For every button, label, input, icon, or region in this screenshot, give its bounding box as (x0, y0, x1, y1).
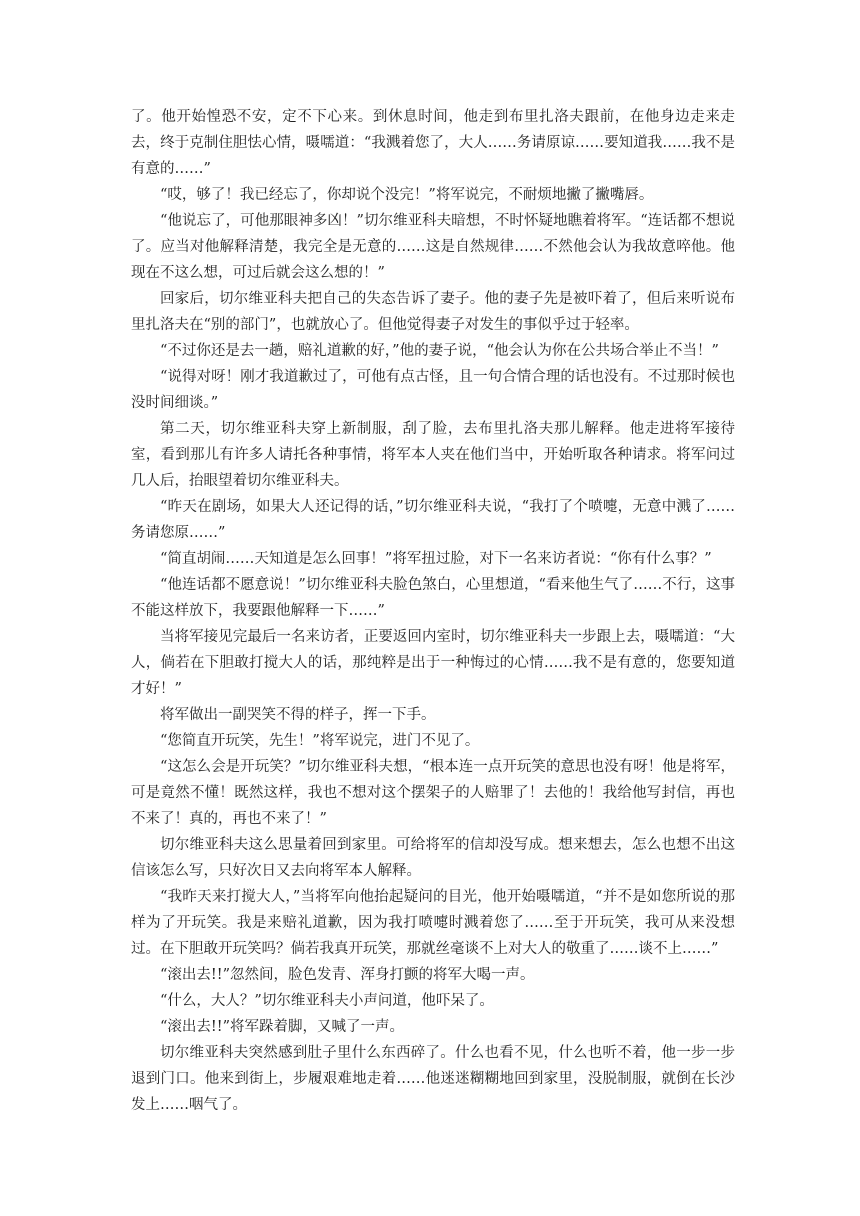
paragraph: 回家后，切尔维亚科夫把自己的失态告诉了妻子。他的妻子先是被吓着了，但后来听说布里扎洛夫在“别的部门”，也就放心了。但他觉得妻子对发生的事似乎过于轻率。 (131, 291, 735, 333)
paragraph: “简直胡闹……天知道是怎么回事！”将军扭过脸，对下一名来访者说：“你有什么事？” (160, 551, 712, 567)
paragraph: 将军做出一副哭笑不得的样子，挥一下手。 (160, 707, 436, 723)
paragraph: “滚出去!!”忽然间，脸色发青、浑身打颤的将军大喝一声。 (160, 967, 535, 983)
paragraph: 切尔维亚科夫这么思量着回到家里。可给将军的信却没写成。想来想去，怎么也想不出这信该怎么写，只好次日又去向将军本人解释。 (131, 837, 735, 879)
paragraph: “滚出去!!”将军跺着脚，又喊了一声。 (160, 1019, 404, 1035)
paragraph: “什么，大人？”切尔维亚科夫小声问道，他吓呆了。 (160, 993, 494, 1009)
paragraph: “他连话都不愿意说！”切尔维亚科夫脸色煞白，心里想道，“看来他生气了……不行，这事不能这样放下，我要跟他解释一下……” (131, 577, 735, 619)
document-page (131, 104, 735, 1118)
paragraph: “不过你还是去一趟，赔礼道歉的好，”他的妻子说，“他会认为你在公共场合举止不当！” (160, 343, 719, 359)
paragraph: “您简直开玩笑，先生！”将军说完，进门不见了。 (160, 733, 480, 749)
paragraph: 第二天，切尔维亚科夫穿上新制服，刮了脸，去布里扎洛夫那儿解释。他走进将军接待室，看到那儿有许多人请托各种事情，将军本人夹在他们当中，开始听取各种请求。将军问过几人后，抬眼望着切尔维亚科夫。 (131, 421, 735, 489)
paragraph-continuation: 了。他开始惶恐不安，定不下心来。到休息时间，他走到布里扎洛夫跟前，在他身边走来走去，终于克制住胆怯心情，嗫嚅道：“我溅着您了，大人……务请原谅……要知道我……我不是有意的……” (131, 109, 735, 177)
paragraph: “我昨天来打搅大人，”当将军向他抬起疑问的目光，他开始嗫嚅道，“并不是如您所说的那样为了开玩笑。我是来赔礼道歉，因为我打喷嚏时溅着您了……至于开玩笑，我可从来没想过。在下胆敢开玩笑吗？倘若我真开玩笑，那就丝毫谈不上对大人的敬重了……谈不上……” (131, 889, 735, 957)
paragraph: “昨天在剧场，如果大人还记得的话，”切尔维亚科夫说，“我打了个喷嚏，无意中溅了……务请您原……” (131, 499, 735, 541)
paragraph: “哎，够了！我已经忘了，你却说个没完！”将军说完，不耐烦地撇了撇嘴唇。 (160, 187, 654, 203)
paragraph: 当将军接见完最后一名来访者，正要返回内室时，切尔维亚科夫一步跟上去，嗫嚅道：“大人，倘若在下胆敢打搅大人的话，那纯粹是出于一种悔过的心情……我不是有意的，您要知道才好！” (131, 629, 735, 697)
paragraph: “这怎么会是开玩笑？”切尔维亚科夫想，“根本连一点开玩笑的意思也没有呀！他是将军，可是竟然不懂！既然这样，我也不想对这个摆架子的人赔罪了！去他的！我给他写封信，再也不来了！真的，再也不来了！” (131, 759, 735, 827)
paragraph: “说得对呀！刚才我道歉过了，可他有点古怪，且一句合情合理的话也没有。不过那时候也没时间细谈。” (131, 369, 735, 411)
paragraph: 切尔维亚科夫突然感到肚子里什么东西碎了。什么也看不见，什么也听不着，他一步一步退到门口。他来到街上，步履艰难地走着……他迷迷糊糊地回到家里，没脱制服，就倒在长沙发上……咽气了。 (131, 1045, 735, 1113)
paragraph: “他说忘了，可他那眼神多凶！”切尔维亚科夫暗想，不时怀疑地瞧着将军。“连话都不想说了。应当对他解释清楚，我完全是无意的……这是自然规律……不然他会认为我故意啐他。他现在不这么想，可过后就会这么想的！” (131, 213, 735, 281)
